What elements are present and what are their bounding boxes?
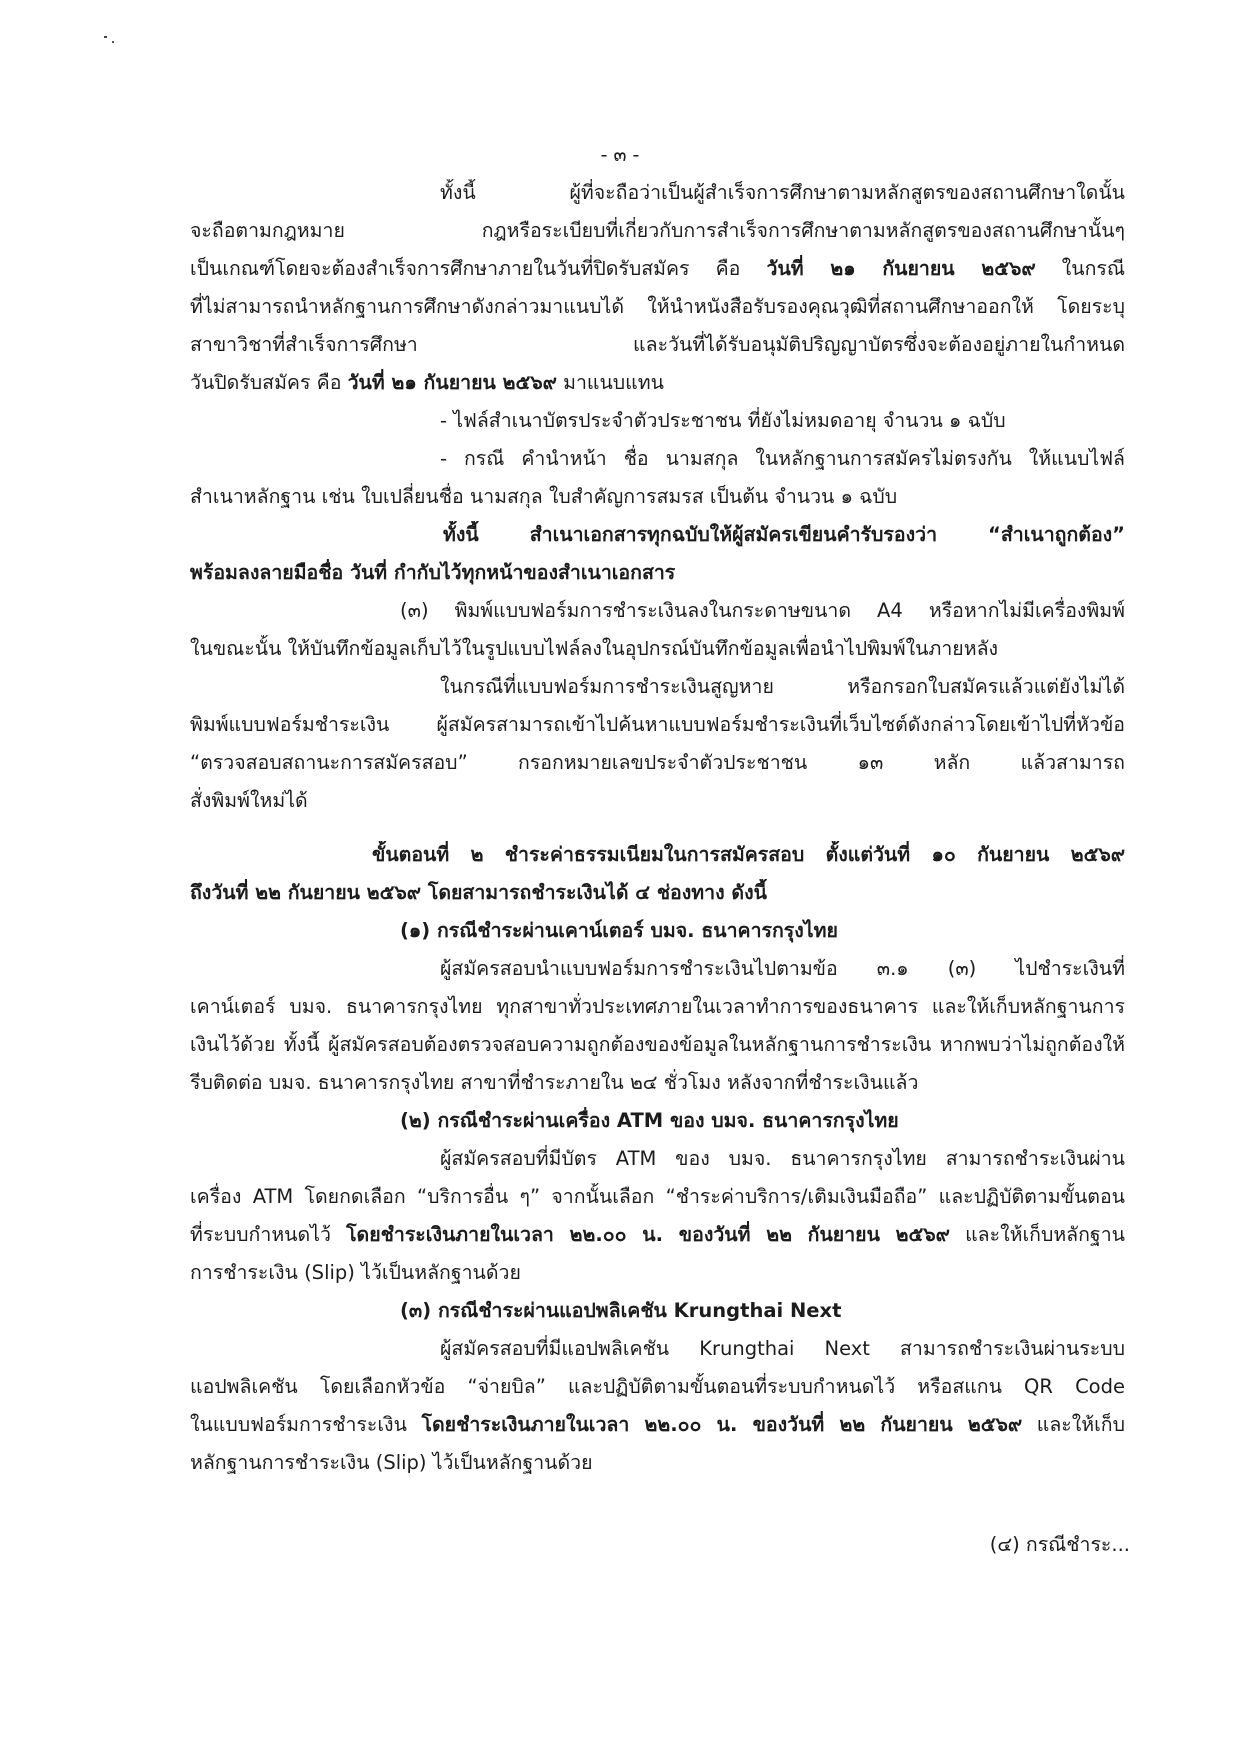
bold-text-segment: ขั้นตอนที่ ๒ ชำระค่าธรรมเนียมในการสมัครสอบ ตั้งแต่วันที่ ๑๐ กันยายน ๒๕๖๙ <box>372 843 1125 866</box>
bold-text-segment: วันที่ ๒๑ กันยายน ๒๕๖๙ <box>347 371 557 394</box>
text-segment: และให้เก็บ <box>1022 1413 1125 1436</box>
text-line <box>400 917 1125 945</box>
text-line <box>190 1069 1125 1097</box>
text-line <box>190 559 1125 587</box>
text-segment: มาแนบแทน <box>556 371 664 394</box>
scan-speck <box>104 36 107 38</box>
text-segment: จะถือตามกฎหมาย กฎหรือระเบียบที่เกี่ยวกับการสำเร็จการศึกษาตามหลักสูตรของสถานศึกษานั้นๆ <box>190 219 1125 242</box>
text-segment: ผู้สมัครสอบที่มีบัตร ATM ของ บมจ. ธนาคารกรุงไทย สามารถชำระเงินผ่าน <box>440 1147 1125 1170</box>
text-line <box>190 293 1125 321</box>
text-line <box>400 1107 1125 1135</box>
text-line <box>190 255 1125 283</box>
text-segment: ในแบบฟอร์มการชำระเงิน <box>190 1413 422 1436</box>
text-line <box>190 1373 1125 1401</box>
text-segment: ในกรณีที่แบบฟอร์มการชำระเงินสูญหาย หรือกรอกใบสมัครแล้วแต่ยังไม่ได้ <box>440 675 1125 698</box>
text-line <box>190 787 1125 815</box>
text-line <box>440 407 1125 435</box>
text-segment: ทั้งนี้ ผู้ที่จะถือว่าเป็นผู้สำเร็จการศึกษาตามหลักสูตรของสถานศึกษาใดนั้น <box>440 181 1125 204</box>
text-line <box>190 217 1125 245</box>
text-segment: สำเนาหลักฐาน เช่น ใบเปลี่ยนชื่อ นามสกุล ใบสำคัญการสมรส เป็นต้น จำนวน ๑ ฉบับ <box>190 485 898 508</box>
text-segment: เป็นเกณฑ์โดยจะต้องสำเร็จการศึกษาภายในวันที่ปิดรับสมัคร คือ <box>190 257 767 280</box>
text-segment: การชำระเงิน (Slip) ไว้เป็นหลักฐานด้วย <box>190 1261 521 1284</box>
text-line <box>400 1297 1125 1325</box>
text-line <box>440 445 1125 473</box>
text-line <box>440 673 1125 701</box>
text-segment: ที่ระบบกำหนดไว้ <box>190 1223 347 1246</box>
bold-text-segment: โดยชำระเงินภายในเวลา ๒๒.๐๐ น. ของวันที่ ๒๒ กันยายน ๒๕๖๙ <box>421 1413 1023 1436</box>
text-segment: แอปพลิเคชัน โดยเลือกหัวข้อ “จ่ายบิล” และปฏิบัติตามขั้นตอนที่ระบบกำหนดไว้ หรือสแกน QR Code <box>190 1375 1125 1398</box>
text-line <box>190 711 1125 739</box>
bold-text-segment: วันที่ ๒๑ กันยายน ๒๕๖๙ <box>766 257 1036 280</box>
text-segment: ผู้สมัครสอบนำแบบฟอร์มการชำระเงินไปตามข้อ ๓.๑ (๓) ไปชำระเงินที่ <box>440 957 1125 980</box>
text-segment: เครื่อง ATM โดยกดเลือก “บริการอื่น ๆ” จากนั้นเลือก “ชำระค่าบริการ/เติมเงินมือถือ” และปฏิบัติตามขั้นตอน <box>190 1185 1125 1208</box>
text-line <box>443 521 1125 549</box>
text-segment: สาขาวิชาที่สำเร็จการศึกษา และวันที่ได้รับอนุมัติปริญญาบัตรซึ่งจะต้องอยู่ภายในกำหนด <box>190 333 1125 356</box>
text-line <box>440 1335 1125 1363</box>
page-number: - ๓ - <box>600 144 640 166</box>
bold-text-segment: ทั้งนี้ สำเนาเอกสารทุกฉบับให้ผู้สมัครเขียนคำรับรองว่า “สำเนาถูกต้อง” <box>443 523 1125 546</box>
text-line <box>190 993 1125 1021</box>
bold-text-segment: (๑) กรณีชำระผ่านเคาน์เตอร์ บมจ. ธนาคารกรุงไทย <box>400 919 838 942</box>
text-segment: หลักฐานการชำระเงิน (Slip) ไว้เป็นหลักฐานด้วย <box>190 1451 593 1474</box>
text-segment: (๓) พิมพ์แบบฟอร์มการชำระเงินลงในกระดาษขนาด A4 หรือหากไม่มีเครื่องพิมพ์ <box>400 599 1125 622</box>
bold-text-segment: (๒) กรณีชำระผ่านเครื่อง ATM ของ บมจ. ธนาคารกรุงไทย <box>400 1109 899 1132</box>
text-line <box>190 1221 1125 1249</box>
text-segment: เคาน์เตอร์ บมจ. ธนาคารกรุงไทย ทุกสาขาทั่วประเทศภายในเวลาทำการของธนาคาร และให้เก็บหลักฐานการ <box>190 995 1125 1018</box>
text-line <box>440 955 1125 983</box>
text-segment: ในกรณี <box>1035 257 1125 280</box>
text-line <box>190 1449 1125 1477</box>
text-line <box>190 879 1125 907</box>
text-segment: ที่ไม่สามารถนำหลักฐานการศึกษาดังกล่าวมาแนบได้ ให้นำหนังสือรับรองคุณวุฒิที่สถานศึกษาออกให้ โดยระบุ <box>190 295 1125 318</box>
text-segment: วันปิดรับสมัคร คือ <box>190 371 348 394</box>
scan-speck <box>112 41 114 43</box>
text-segment: “ตรวจสอบสถานะการสมัครสอบ” กรอกหมายเลขประจำตัวประชาชน ๑๓ หลัก แล้วสามารถ <box>190 751 1125 774</box>
text-segment: - ไฟล์สำเนาบัตรประจำตัวประชาชน ที่ยังไม่หมดอายุ จำนวน ๑ ฉบับ <box>440 409 1006 432</box>
text-line <box>190 369 1125 397</box>
text-line <box>190 483 1125 511</box>
text-segment: ผู้สมัครสอบที่มีแอปพลิเคชัน Krungthai Next สามารถชำระเงินผ่านระบบ <box>440 1337 1125 1360</box>
text-line <box>372 841 1125 869</box>
text-segment: สั่งพิมพ์ใหม่ได้ <box>190 789 308 812</box>
text-segment: - กรณี คำนำหน้า ชื่อ นามสกุล ในหลักฐานการสมัครไม่ตรงกัน ให้แนบไฟล์ <box>440 447 1125 470</box>
text-segment: พิมพ์แบบฟอร์มชำระเงิน ผู้สมัครสามารถเข้าไปค้นหาแบบฟอร์มชำระเงินที่เว็บไซต์ดังกล่าวโดยเข้าไปที่หัวข้อ <box>190 713 1125 736</box>
bold-text-segment: (๓) กรณีชำระผ่านแอปพลิเคชัน Krungthai Next <box>400 1299 842 1322</box>
text-segment: เงินไว้ด้วย ทั้งนี้ ผู้สมัครสอบต้องตรวจสอบความถูกต้องของข้อมูลในหลักฐานการชำระเงิน หากพบว่าไม่ถูกต้องให้ <box>190 1033 1125 1056</box>
text-line <box>190 1411 1125 1439</box>
bold-text-segment: ถึงวันที่ ๒๒ กันยายน ๒๕๖๙ โดยสามารถชำระเงินได้ ๔ ช่องทาง ดังนี้ <box>190 881 767 904</box>
text-line <box>440 1145 1125 1173</box>
text-line <box>190 749 1125 777</box>
text-line <box>440 179 1125 207</box>
text-line <box>190 1031 1125 1059</box>
text-segment: ในขณะนั้น ให้บันทึกข้อมูลเก็บไว้ในรูปแบบไฟล์ลงในอุปกรณ์บันทึกข้อมูลเพื่อนำไปพิมพ์ในภายหลัง <box>190 637 999 660</box>
text-segment: รีบติดต่อ บมจ. ธนาคารกรุงไทย สาขาที่ชำระภายใน ๒๔ ชั่วโมง หลังจากที่ชำระเงินแล้ว <box>190 1071 919 1094</box>
text-segment: และให้เก็บหลักฐาน <box>949 1223 1125 1246</box>
text-line <box>190 331 1125 359</box>
text-line <box>190 1259 1125 1287</box>
text-line <box>190 1183 1125 1211</box>
continuation-footer: (๔) กรณีชำระ... <box>989 1533 1130 1556</box>
bold-text-segment: พร้อมลงลายมือชื่อ วันที่ กำกับไว้ทุกหน้าของสำเนาเอกสาร <box>190 561 676 584</box>
text-line <box>400 597 1125 625</box>
bold-text-segment: โดยชำระเงินภายในเวลา ๒๒.๐๐ น. ของวันที่ ๒๒ กันยายน ๒๕๖๙ <box>346 1223 950 1246</box>
text-line <box>190 635 1125 663</box>
